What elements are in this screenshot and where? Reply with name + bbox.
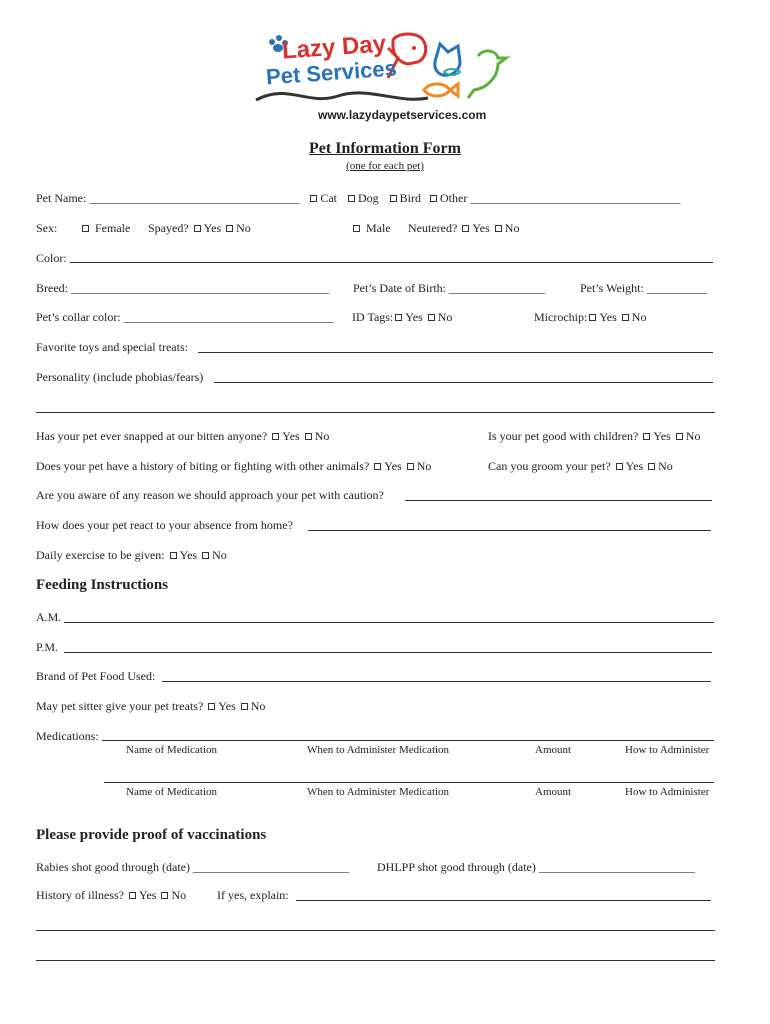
other-option[interactable] bbox=[428, 191, 680, 205]
neutered-no-checkbox[interactable] bbox=[495, 225, 502, 232]
bird-option[interactable] bbox=[388, 191, 421, 205]
med-when-caption-1: When to Administer Medication bbox=[307, 744, 450, 756]
illness-explain-field-2[interactable] bbox=[36, 930, 715, 931]
groom-no-label: No bbox=[658, 459, 673, 473]
absence-field[interactable] bbox=[308, 530, 711, 531]
bird-icon bbox=[468, 51, 506, 98]
neutered-yes-label: Yes bbox=[472, 221, 490, 235]
id-tags-label: ID Tags: bbox=[352, 310, 394, 324]
brand-field[interactable] bbox=[162, 681, 711, 682]
groom-label: Can you groom your pet? bbox=[488, 459, 611, 473]
color-label: Color: bbox=[36, 251, 67, 265]
exercise-yes-checkbox[interactable] bbox=[170, 552, 177, 559]
rabies-field[interactable]: Rabies shot good through (date) __________________________ bbox=[36, 860, 349, 874]
biting-no-label: No bbox=[416, 459, 432, 473]
exercise-label: Daily exercise to be given: bbox=[36, 548, 165, 562]
male-label: Male bbox=[366, 221, 391, 235]
favorite-toys-label: Favorite toys and special treats: bbox=[36, 340, 188, 354]
color-field[interactable] bbox=[70, 262, 713, 263]
dog-option[interactable] bbox=[346, 191, 379, 205]
illness-no-label: No bbox=[171, 888, 187, 902]
logo-website: www.lazydaypetservices.com bbox=[318, 108, 487, 122]
caution-field[interactable] bbox=[405, 500, 712, 501]
microchip-group bbox=[534, 310, 646, 325]
illness-yes-label: Yes bbox=[139, 888, 157, 902]
pm-label: P.M. bbox=[36, 640, 59, 654]
dog-checkbox[interactable] bbox=[348, 195, 355, 202]
spayed-group bbox=[148, 221, 251, 236]
neutered-group bbox=[408, 221, 519, 236]
children-no-checkbox[interactable] bbox=[676, 433, 683, 440]
dhlpp-field[interactable]: DHLPP shot good through (date) __________________________ bbox=[377, 860, 695, 874]
logo-line1: Lazy Day bbox=[281, 30, 387, 65]
page-subtitle: (one for each pet) bbox=[346, 160, 424, 172]
other-field[interactable]: Other ___________________________________ bbox=[440, 191, 681, 205]
groom-group bbox=[488, 459, 673, 474]
biting-yes-checkbox[interactable] bbox=[374, 463, 381, 470]
id-tags-group bbox=[352, 310, 452, 325]
med-amount-caption-2: Amount bbox=[535, 786, 572, 798]
female-checkbox[interactable] bbox=[82, 225, 89, 232]
treats-no-checkbox[interactable] bbox=[241, 703, 248, 710]
illness-label: History of illness? bbox=[36, 888, 124, 902]
am-label: A.M. bbox=[36, 610, 62, 624]
biting-label: Does your pet have a history of biting or fighting with other animals? bbox=[36, 459, 370, 473]
neutered-no-label: No bbox=[504, 221, 520, 235]
fish-icon bbox=[424, 84, 458, 96]
med-amount-caption-1: Amount bbox=[535, 744, 572, 756]
bird-label: Bird bbox=[399, 191, 422, 205]
cat-option[interactable] bbox=[308, 191, 337, 205]
medications-label: Medications: bbox=[36, 729, 99, 743]
snapped-no-checkbox[interactable] bbox=[305, 433, 312, 440]
spayed-label: Spayed? bbox=[148, 221, 189, 235]
illness-yes-checkbox[interactable] bbox=[129, 892, 136, 899]
illness-explain-field-3[interactable] bbox=[36, 960, 715, 961]
logo-line2: Pet Services bbox=[265, 55, 398, 90]
personality-field[interactable] bbox=[214, 382, 713, 383]
med-name-caption-1: Name of Medication bbox=[126, 744, 218, 756]
treats-yes-checkbox[interactable] bbox=[208, 703, 215, 710]
biting-group bbox=[36, 459, 431, 474]
snapped-label: Has your pet ever snapped at our bitten anyone? bbox=[36, 429, 268, 443]
dog-label: Dog bbox=[358, 191, 379, 205]
id-tags-yes-checkbox[interactable] bbox=[395, 314, 402, 321]
page-title: Pet Information Form bbox=[309, 140, 461, 157]
spayed-no-checkbox[interactable] bbox=[226, 225, 233, 232]
id-tags-yes-label: Yes bbox=[405, 310, 423, 324]
groom-no-checkbox[interactable] bbox=[648, 463, 655, 470]
female-option[interactable] bbox=[80, 221, 130, 236]
logo-swoosh bbox=[256, 93, 428, 100]
med-name-caption-2: Name of Medication bbox=[126, 786, 218, 798]
snapped-group bbox=[36, 429, 329, 444]
breed-field[interactable]: Breed: ___________________________________________ bbox=[36, 281, 329, 295]
children-yes-label: Yes bbox=[653, 429, 671, 443]
illness-no-checkbox[interactable] bbox=[161, 892, 168, 899]
exercise-no-checkbox[interactable] bbox=[202, 552, 209, 559]
biting-no-checkbox[interactable] bbox=[407, 463, 414, 470]
personality-label: Personality (include phobias/fears) bbox=[36, 370, 204, 384]
brand-label: Brand of Pet Food Used: bbox=[36, 669, 156, 683]
med-how-caption-1: How to Administer bbox=[625, 744, 710, 756]
treats-group bbox=[36, 699, 265, 714]
treats-no-label: No bbox=[250, 699, 266, 713]
dob-field[interactable]: Pet’s Date of Birth: ________________ bbox=[353, 281, 545, 295]
id-tags-no-checkbox[interactable] bbox=[428, 314, 435, 321]
exercise-no-label: No bbox=[212, 548, 227, 562]
female-label: Female bbox=[95, 221, 131, 235]
am-field[interactable] bbox=[64, 622, 714, 623]
weight-field[interactable]: Pet’s Weight: __________ bbox=[580, 281, 707, 295]
vaccinations-heading: Please provide proof of vaccinations bbox=[36, 827, 267, 843]
spayed-yes-checkbox[interactable] bbox=[194, 225, 201, 232]
caution-label: Are you aware of any reason we should approach your pet with caution? bbox=[36, 488, 384, 502]
pet-name-row bbox=[36, 191, 680, 206]
fish-icon-2 bbox=[444, 69, 460, 75]
spayed-yes-label: Yes bbox=[203, 221, 222, 235]
medication-field-2[interactable] bbox=[104, 782, 714, 783]
feeding-heading: Feeding Instructions bbox=[36, 577, 169, 593]
microchip-yes-checkbox[interactable] bbox=[589, 314, 596, 321]
personality-field-2[interactable] bbox=[36, 412, 715, 413]
pet-name-field[interactable]: Pet Name: ___________________________________ bbox=[36, 191, 300, 205]
groom-yes-label: Yes bbox=[625, 459, 644, 473]
biting-yes-label: Yes bbox=[384, 459, 402, 473]
children-group bbox=[488, 429, 700, 444]
medication-field-1[interactable] bbox=[102, 740, 714, 741]
microchip-label: Microchip: bbox=[534, 310, 588, 324]
snapped-no-label: No bbox=[314, 429, 330, 443]
microchip-no-label: No bbox=[631, 310, 647, 324]
children-yes-checkbox[interactable] bbox=[643, 433, 650, 440]
if-yes-label: If yes, explain: bbox=[217, 888, 289, 902]
collar-field[interactable]: Pet’s collar color: ___________________________________ bbox=[36, 310, 334, 324]
illness-explain-field[interactable] bbox=[296, 900, 711, 901]
treats-yes-label: Yes bbox=[218, 699, 236, 713]
other-checkbox[interactable] bbox=[430, 195, 437, 202]
groom-yes-checkbox[interactable] bbox=[616, 463, 623, 470]
favorite-toys-field[interactable] bbox=[198, 352, 713, 353]
exercise-yes-label: Yes bbox=[179, 548, 198, 562]
snapped-yes-checkbox[interactable] bbox=[272, 433, 279, 440]
microchip-no-checkbox[interactable] bbox=[622, 314, 629, 321]
med-when-caption-2: When to Administer Medication bbox=[307, 786, 450, 798]
med-how-caption-2: How to Administer bbox=[625, 786, 710, 798]
pm-field[interactable] bbox=[64, 652, 712, 653]
male-option[interactable] bbox=[351, 221, 391, 236]
absence-label: How does your pet react to your absence from home? bbox=[36, 518, 293, 532]
treats-label: May pet sitter give your pet treats? bbox=[36, 699, 204, 713]
id-tags-no-label: No bbox=[437, 310, 453, 324]
logo bbox=[248, 28, 518, 128]
sex-label: Sex: bbox=[36, 221, 58, 235]
neutered-yes-checkbox[interactable] bbox=[462, 225, 469, 232]
spayed-no-label: No bbox=[236, 221, 251, 235]
children-no-label: No bbox=[685, 429, 701, 443]
neutered-label: Neutered? bbox=[408, 221, 458, 235]
exercise-group bbox=[36, 548, 227, 563]
bird-checkbox[interactable] bbox=[390, 195, 397, 202]
cat-checkbox[interactable] bbox=[310, 195, 317, 202]
illness-group bbox=[36, 888, 186, 903]
male-checkbox[interactable] bbox=[353, 225, 360, 232]
snapped-yes-label: Yes bbox=[282, 429, 300, 443]
children-label: Is your pet good with children? bbox=[488, 429, 639, 443]
microchip-yes-label: Yes bbox=[599, 310, 617, 324]
cat-label: Cat bbox=[320, 191, 337, 205]
